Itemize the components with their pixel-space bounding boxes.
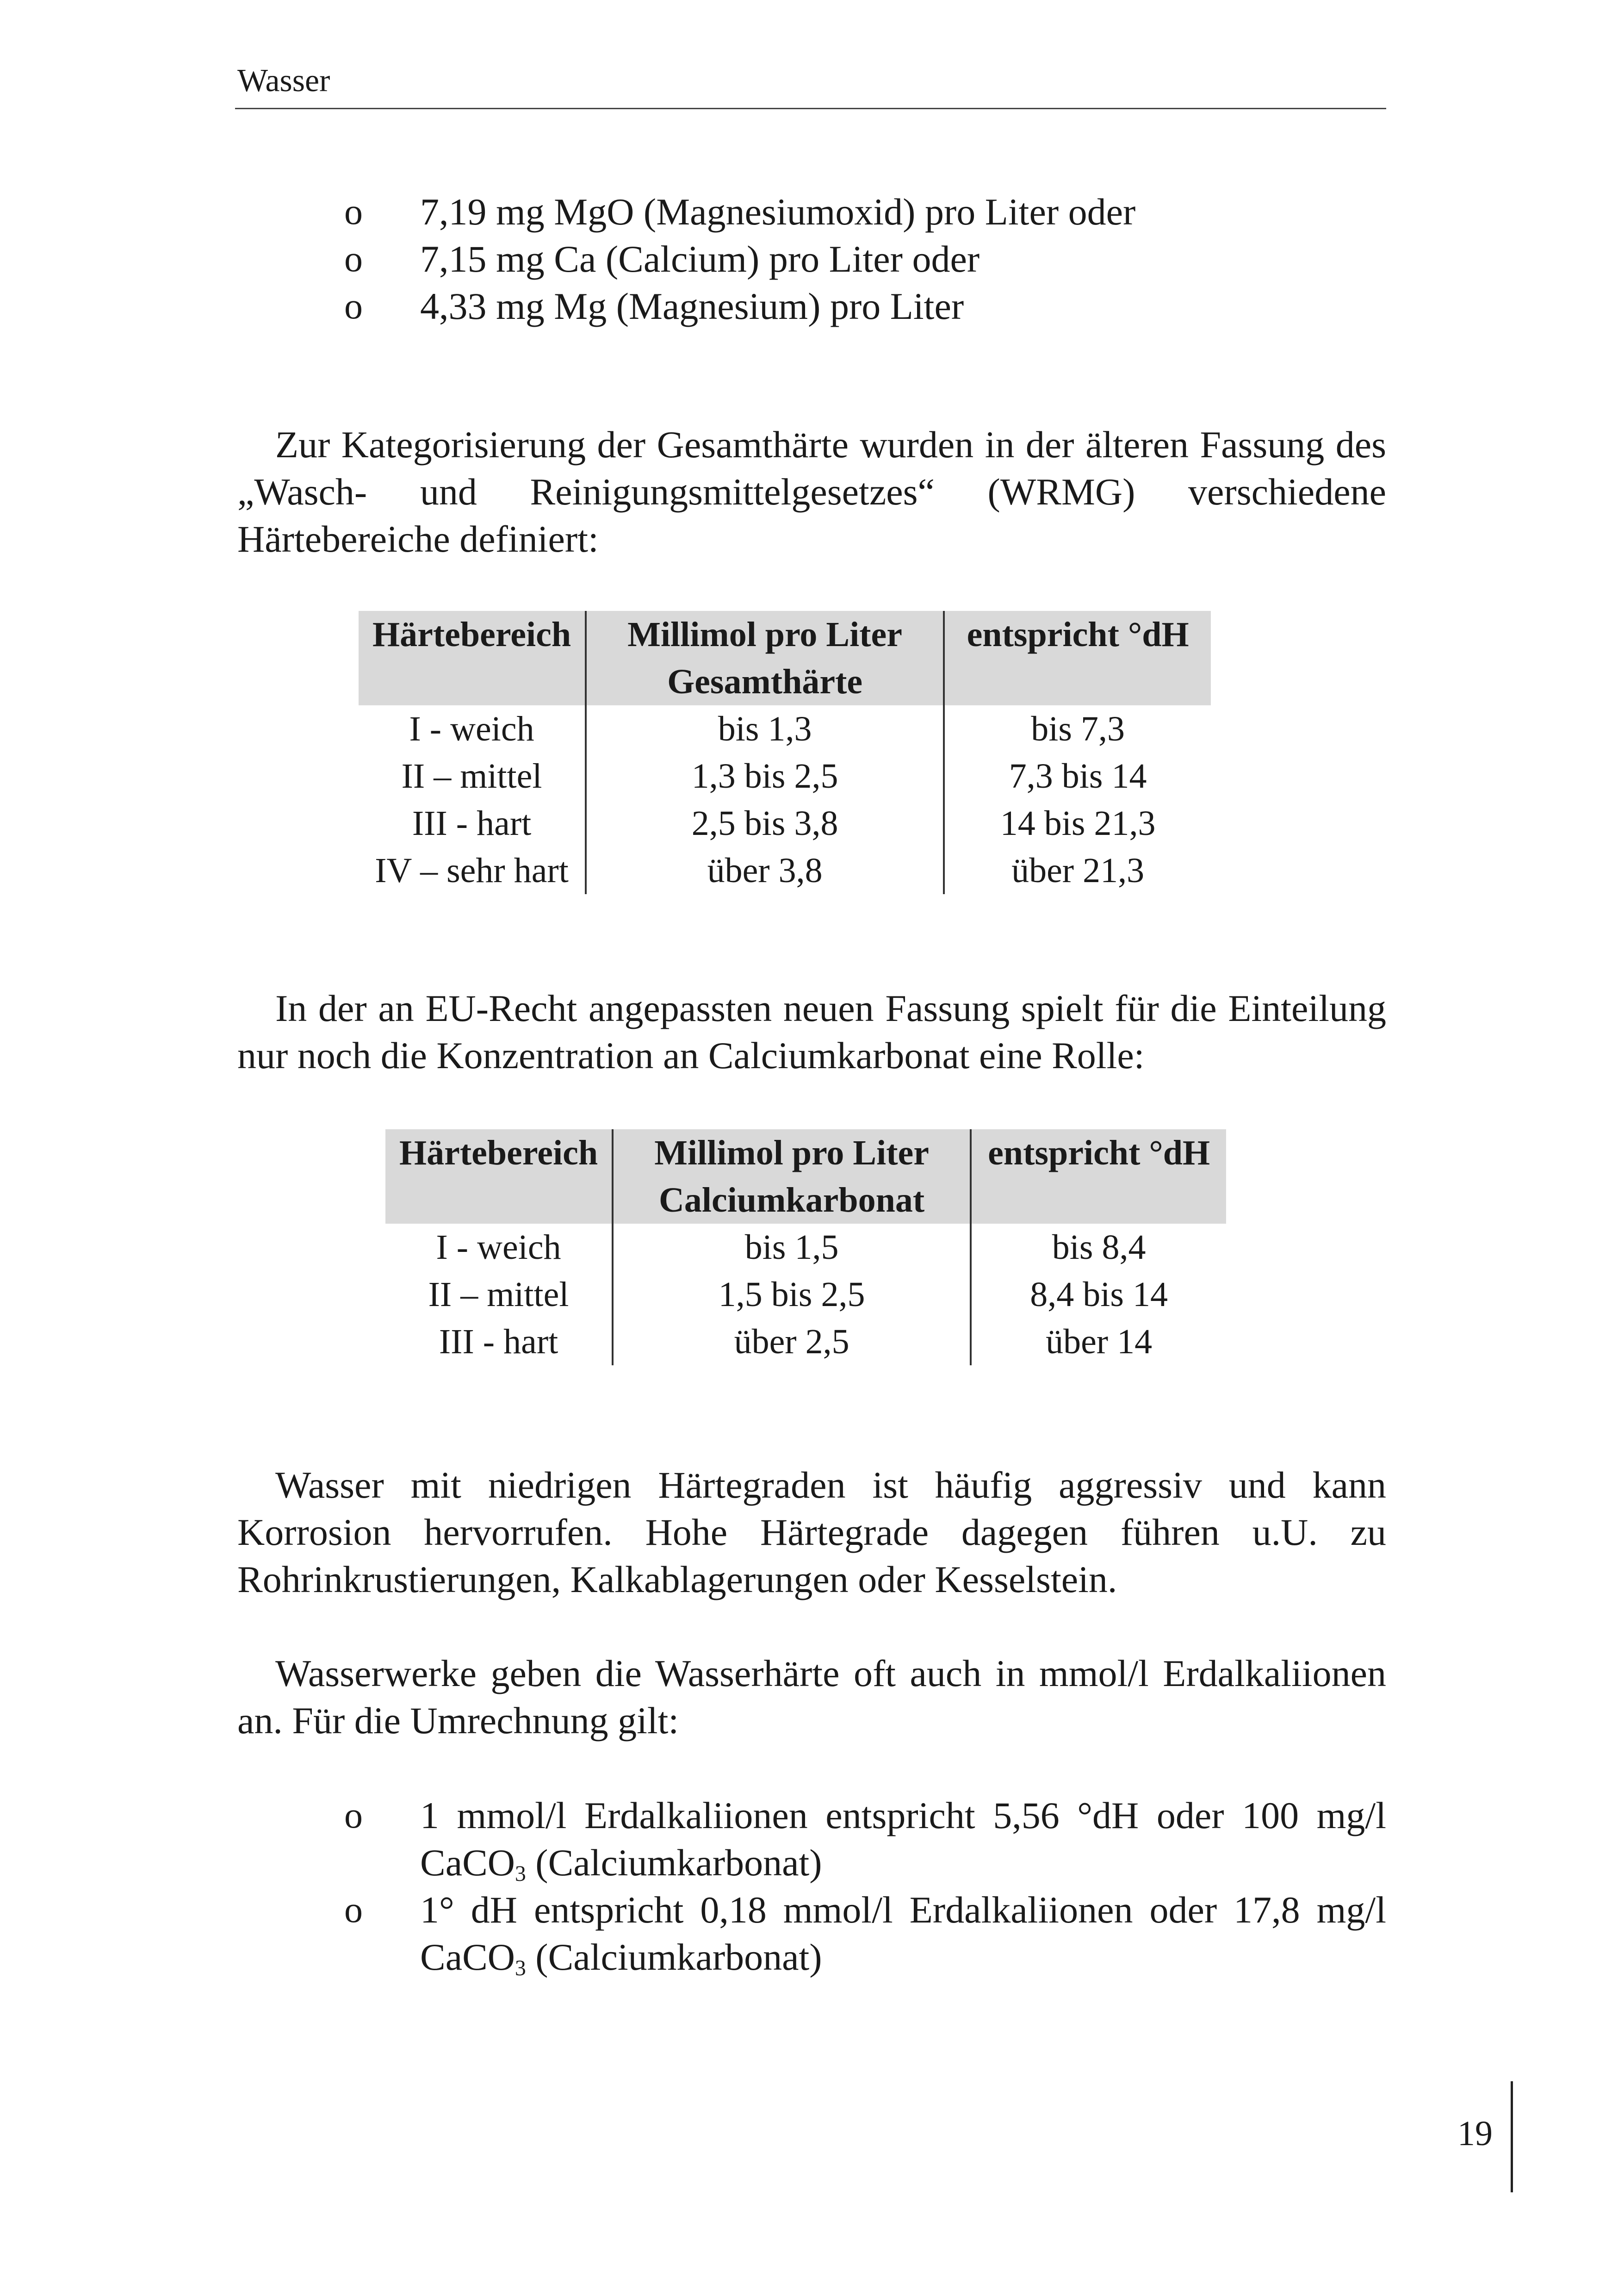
table-cell: 14 bis 21,3 bbox=[1000, 804, 1156, 843]
table-row bbox=[385, 1318, 1226, 1365]
bullet-marker: o bbox=[344, 1890, 363, 1930]
list-item-text: 1° dH entspricht 0,18 mmol/l Erdalkaliionen oder 17,8 mg/l CaCO bbox=[420, 1889, 1386, 1978]
bullet-marker: o bbox=[344, 239, 363, 280]
table-cell: bis 1,3 bbox=[586, 705, 944, 753]
table-cell: IV – sehr hart bbox=[359, 847, 586, 894]
table-row bbox=[385, 1224, 1226, 1271]
list-item-text: (Calciumkarbonat) bbox=[526, 1936, 822, 1978]
list-item-text: 1 mmol/l Erdalkaliionen entspricht 5,56 °dH oder 100 mg/l CaCO bbox=[420, 1794, 1386, 1884]
table-row bbox=[385, 1271, 1226, 1318]
list-item bbox=[235, 1792, 1386, 1886]
paragraph-waterworks bbox=[237, 1650, 1386, 1744]
table-header: Millimol pro Liter Calciumkarbonat bbox=[613, 1129, 971, 1224]
table-cell: II – mittel bbox=[359, 753, 586, 800]
bullet-list-conversions bbox=[235, 188, 1386, 330]
paragraph-text: In der an EU-Recht angepassten neuen Fassung spielt für die Einteilung nur noch die Konzentration an Calciumkarbonat eine Rolle: bbox=[237, 987, 1386, 1076]
subscript: 3 bbox=[515, 1861, 526, 1886]
table-cell: 7,3 bis 14 bbox=[1009, 757, 1147, 796]
list-item bbox=[235, 236, 1386, 283]
table-cell: 8,4 bis 14 bbox=[1030, 1275, 1168, 1314]
table-cell: bis 7,3 bbox=[1031, 709, 1125, 748]
table-header: Härtebereich bbox=[385, 1129, 613, 1224]
paragraph-effects bbox=[237, 1462, 1386, 1603]
table-cell: III - hart bbox=[359, 800, 586, 847]
page-number: 19 bbox=[1457, 2114, 1493, 2153]
table-cell: 2,5 bis 3,8 bbox=[586, 800, 944, 847]
list-item-text: 7,19 mg MgO (Magnesiumoxid) pro Liter oder bbox=[420, 191, 1136, 233]
running-title: Wasser bbox=[237, 63, 330, 99]
paragraph-text: Wasser mit niedrigen Härtegraden ist häufig aggressiv und kann Korrosion hervorrufen. Hohe Härtegrade dagegen führen u.U. zu Rohrinkrustierungen, Kalkablagerungen oder Kesselstein. bbox=[237, 1464, 1386, 1600]
table-cell: über 14 bbox=[1046, 1322, 1153, 1361]
table-cell: bis 1,5 bbox=[613, 1224, 971, 1271]
bullet-marker: o bbox=[344, 1795, 363, 1836]
table-cell: über 3,8 bbox=[586, 847, 944, 894]
table-hardness-old bbox=[359, 611, 1211, 894]
table-hardness-new bbox=[385, 1129, 1226, 1365]
table-row bbox=[359, 705, 1211, 753]
header-rule bbox=[235, 108, 1386, 109]
bullet-marker: o bbox=[344, 192, 363, 232]
subscript: 3 bbox=[515, 1956, 526, 1980]
table-header: Millimol pro Liter Gesamthärte bbox=[586, 611, 944, 705]
list-item-text: 4,33 mg Mg (Magnesium) pro Liter bbox=[420, 285, 964, 327]
table-cell: 1,5 bis 2,5 bbox=[613, 1271, 971, 1318]
paragraph-classification-new bbox=[237, 985, 1386, 1079]
paragraph-text: Zur Kategorisierung der Gesamthärte wurden in der älteren Fassung des „Wasch- und Reinigungsmittelgesetzes“ (WRMG) verschiedene Härtebereiche definiert: bbox=[237, 423, 1386, 560]
table-header: entspricht °dH bbox=[944, 611, 1211, 705]
list-item bbox=[235, 188, 1386, 236]
paragraph-classification-old bbox=[237, 421, 1386, 563]
table-header: Härtebereich bbox=[359, 611, 586, 705]
table-cell: bis 8,4 bbox=[1052, 1228, 1146, 1267]
table-cell: III - hart bbox=[385, 1318, 613, 1365]
table-cell: 1,3 bis 2,5 bbox=[586, 753, 944, 800]
table-row bbox=[359, 753, 1211, 800]
table-row bbox=[359, 800, 1211, 847]
list-item-text: 7,15 mg Ca (Calcium) pro Liter oder bbox=[420, 238, 980, 280]
bullet-marker: o bbox=[344, 286, 363, 327]
table-header: entspricht °dH bbox=[971, 1129, 1226, 1224]
table-cell: I - weich bbox=[359, 705, 586, 753]
list-item bbox=[235, 1886, 1386, 1981]
list-item-text: (Calciumkarbonat) bbox=[526, 1842, 822, 1884]
table-cell: über 21,3 bbox=[1011, 851, 1145, 890]
table-cell: II – mittel bbox=[385, 1271, 613, 1318]
table-cell: über 2,5 bbox=[613, 1318, 971, 1365]
table-cell: I - weich bbox=[385, 1224, 613, 1271]
list-item bbox=[235, 283, 1386, 330]
paragraph-text: Wasserwerke geben die Wasserhärte oft auch in mmol/l Erdalkaliionen an. Für die Umrechnung gilt: bbox=[237, 1652, 1386, 1742]
table-row bbox=[359, 847, 1211, 894]
bullet-list-conversion-rules bbox=[235, 1792, 1386, 1981]
page-number-rule bbox=[1511, 2081, 1513, 2192]
